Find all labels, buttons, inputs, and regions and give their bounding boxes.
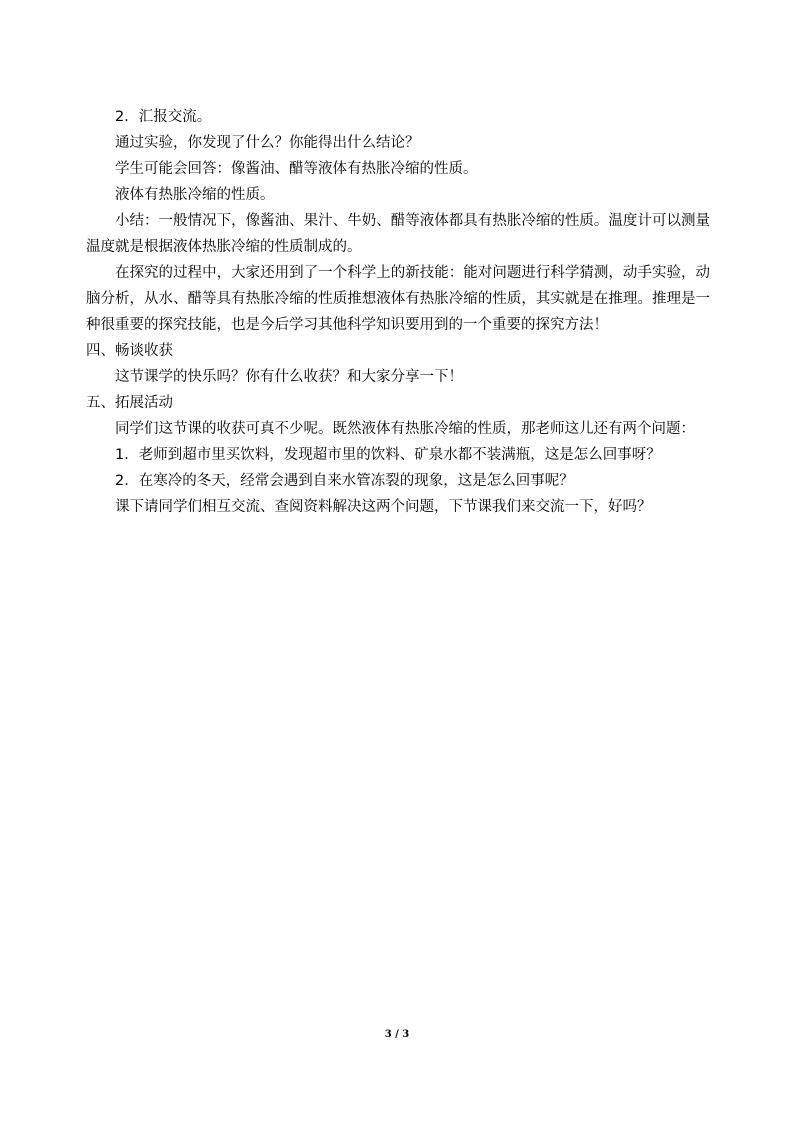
section-heading-harvest: 四、畅谈收获 xyxy=(86,343,173,359)
paragraph-extension-intro: 同学们这节课的收获可真不少呢。既然液体有热胀冷缩的性质，那老师这儿还有两个问题： xyxy=(115,421,695,437)
paragraph-question-findings: 通过实验，你发现了什么？你能得出什么结论？ xyxy=(115,135,420,151)
section-heading-extension: 五、拓展活动 xyxy=(86,395,173,411)
paragraph-summary: 小结：一般情况下，像酱油、果汁、牛奶、醋等液体都具有热胀冷缩的性质。温度计可以测量温度就是根据液体热胀冷缩的性质制成的。 xyxy=(86,213,710,255)
paragraph-student-answer: 学生可能会回答：像酱油、醋等液体有热胀冷缩的性质。 xyxy=(115,161,478,177)
paragraph-report-exchange: 2．汇报交流。 xyxy=(115,109,212,125)
paragraph-reasoning-skill: 在探究的过程中，大家还用到了一个科学上的新技能：能对问题进行科学猜测，动手实验，动脑分析，从水、醋等具有热胀冷缩的性质推想液体有热胀冷缩的性质，其实就是在推理。推理是一种很重要的探究技能，也是今后学习其他科学知识要用到的一个重要的探究方法！ xyxy=(86,265,710,333)
list-item-question-1: 1．老师到超市里买饮料，发现超市里的饮料、矿泉水都不装满瓶，这是怎么回事呀？ xyxy=(115,447,661,463)
page-number: 3 / 3 xyxy=(384,1029,410,1040)
paragraph-homework: 课下请同学们相互交流、查阅资料解决这两个问题，下节课我们来交流一下，好吗？ xyxy=(115,499,652,515)
paragraph-conclusion: 液体有热胀冷缩的性质。 xyxy=(115,187,275,203)
paragraph-share-harvest: 这节课学的快乐吗？你有什么收获？和大家分享一下！ xyxy=(115,369,463,385)
list-item-question-2: 2．在寒冷的冬天，经常会遇到自来水管冻裂的现象，这是怎么回事呢？ xyxy=(115,473,574,489)
document-body xyxy=(86,104,710,520)
